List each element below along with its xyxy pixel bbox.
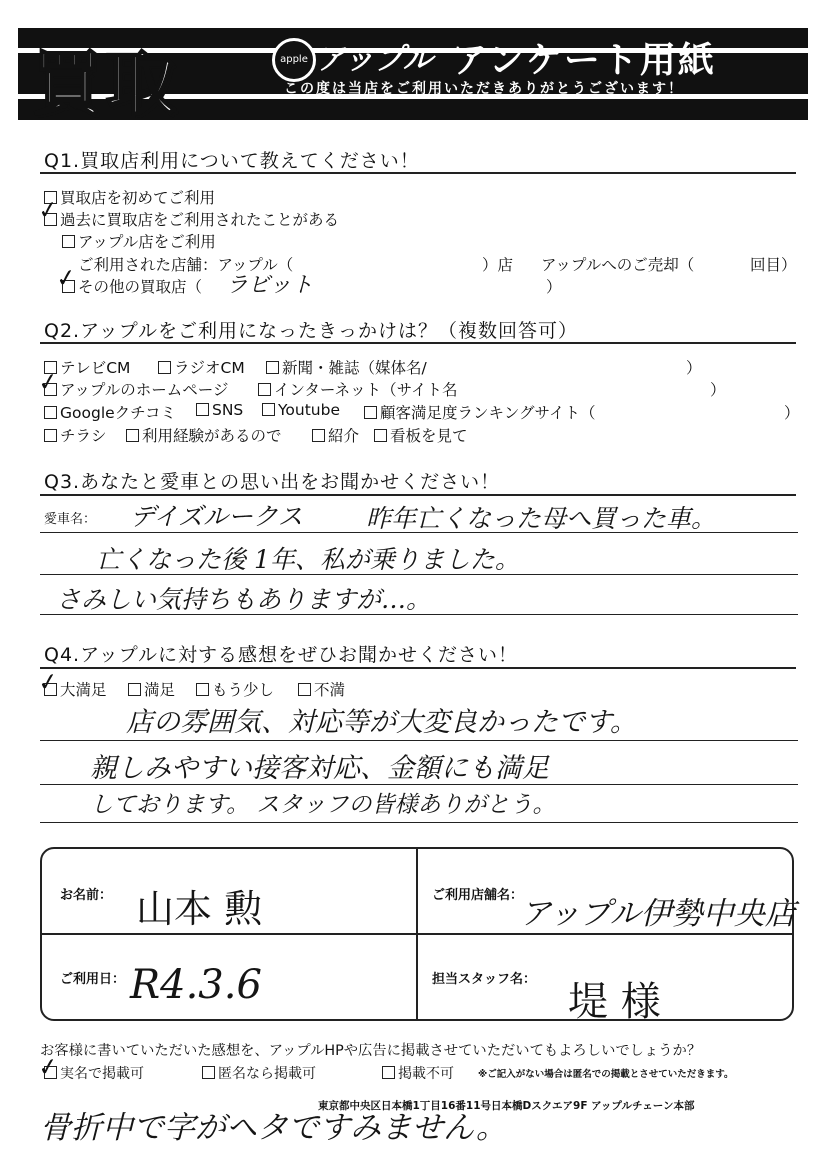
checkbox[interactable] <box>196 403 209 416</box>
checkbox[interactable] <box>364 406 377 419</box>
checkmark-icon: ✓ <box>36 194 60 226</box>
q2-option-tvcm[interactable]: テレビCM <box>44 356 130 378</box>
q2-option-experience[interactable]: 利用経験があるので <box>126 424 282 446</box>
consent-option-real-name[interactable]: 実名で掲載可 <box>44 1063 144 1083</box>
consent-option-no[interactable]: 掲載不可 <box>382 1063 454 1083</box>
q4-heading: Q4.アップルに対する感想をぜひお聞かせください！ <box>44 644 518 666</box>
consent-question: お客様に書いていただいた感想を、アップルHPや広告に掲載させていただいてもよろしいでしょうか？ <box>40 1043 702 1059</box>
q2-option-referral[interactable]: 紹介 <box>312 424 359 446</box>
q4-option-very-satisfied[interactable]: 大満足 <box>44 678 107 700</box>
checkmark-icon: ✓ <box>36 666 60 698</box>
q4-feedback-line-3: しております。 スタッフの皆様ありがとう。 <box>90 792 556 818</box>
consent-note: ※ご記入がない場合は匿名での掲載とさせていただきます。 <box>478 1069 734 1080</box>
q1-sell-count-suffix: 回目） <box>750 256 797 274</box>
q2-option-google[interactable]: Googleクチコミ <box>44 401 176 423</box>
q1-other-store-handwriting: ラビット <box>226 273 314 298</box>
q3-car-label: 愛車名： <box>44 512 97 527</box>
q2-option-news[interactable]: 新聞・雑誌（媒体名/ <box>266 356 427 378</box>
q1-underline <box>40 172 796 174</box>
checkbox[interactable] <box>196 683 209 696</box>
box-divider-vertical <box>416 849 418 1019</box>
q1-heading: Q1.買取店利用について教えてください！ <box>44 150 420 172</box>
customer-name: 山本 勲 <box>136 887 263 931</box>
q2-option-youtube[interactable]: Youtube <box>262 401 340 419</box>
q4-underline <box>40 667 796 669</box>
q3-car-name: デイズルークス <box>130 502 303 531</box>
q2-underline <box>40 342 796 344</box>
staff-label: 担当スタッフ名： <box>432 972 537 987</box>
checkbox[interactable] <box>128 683 141 696</box>
writing-line <box>40 740 798 741</box>
q1-other-close: ） <box>546 278 562 296</box>
name-label: お名前： <box>60 888 113 903</box>
checkbox[interactable] <box>382 1066 395 1079</box>
header-main-title: 買取 <box>32 43 180 125</box>
q2-internet-close: ） <box>710 381 726 399</box>
store-name: アップル伊勢中央店 <box>520 896 796 932</box>
q4-option-little[interactable]: もう少し <box>196 678 274 700</box>
q3-memory-line-3: さみしい気持ちもありますが…。 <box>56 585 432 614</box>
greeting-text: この度は当店をご利用いただきありがとうございます！ <box>284 81 684 97</box>
checkmark-icon: ✓ <box>54 262 78 294</box>
handwritten-note: 骨折中で字がヘタですみません。 <box>40 1110 507 1146</box>
q2-option-ranking[interactable]: 顧客満足度ランキングサイト（ <box>364 401 595 423</box>
q1-store-suffix: ）店 <box>482 256 514 274</box>
company-address: 東京都中央区日本橋1丁目16番11号日本橋Dスクエア9F アップルチェーン本部 <box>318 1100 695 1112</box>
checkbox[interactable] <box>126 429 139 442</box>
staff-name: 堤 様 <box>568 979 661 1025</box>
q1-option-apple[interactable]: アップル店をご利用 <box>62 230 216 252</box>
writing-line <box>40 574 798 575</box>
checkbox[interactable] <box>258 383 271 396</box>
checkbox[interactable] <box>202 1066 215 1079</box>
q1-option-first[interactable]: 買取店を初めてご利用 <box>44 186 215 208</box>
q3-heading: Q3.あなたと愛車との思い出をお聞かせください！ <box>44 471 501 493</box>
q1-store-used: ご利用された店舗：アップル（ <box>78 256 294 274</box>
q3-memory-line-1: 昨年亡くなった母へ買った車。 <box>366 504 717 533</box>
q2-option-sign[interactable]: 看板を見て <box>374 424 468 446</box>
writing-line <box>40 784 798 785</box>
q2-ranking-close: ） <box>784 404 800 422</box>
checkbox[interactable] <box>62 235 75 248</box>
q3-underline <box>40 494 796 496</box>
checkmark-icon: ✓ <box>36 366 60 398</box>
consent-option-anonymous[interactable]: 匿名なら掲載可 <box>202 1063 316 1083</box>
store-label: ご利用店舗名： <box>432 888 524 903</box>
q1-sell-count-label: アップルへのご売却（ <box>541 256 695 274</box>
checkbox[interactable] <box>44 406 57 419</box>
q4-option-satisfied[interactable]: 満足 <box>128 678 175 700</box>
form-title: アンケート用紙 <box>452 40 716 81</box>
brand-name: アップル <box>316 42 433 77</box>
q2-heading: Q2.アップルをご利用になったきっかけは？（複数回答可） <box>44 320 578 342</box>
checkbox[interactable] <box>158 361 171 374</box>
checkbox[interactable] <box>262 403 275 416</box>
q1-option-past[interactable]: 過去に買取店をご利用されたことがある <box>44 208 339 230</box>
q2-option-sns[interactable]: SNS <box>196 401 243 419</box>
checkbox[interactable] <box>266 361 279 374</box>
checkbox[interactable] <box>312 429 325 442</box>
q2-option-homepage[interactable]: アップルのホームページ <box>44 378 229 400</box>
date-label: ご利用日： <box>60 972 126 987</box>
visit-date: R4.3.6 <box>130 962 262 1008</box>
checkmark-icon: ✓ <box>36 1051 60 1083</box>
q2-option-flyer[interactable]: チラシ <box>44 424 107 446</box>
q3-memory-line-2: 亡くなった後 1年、私が乗りました。 <box>96 545 520 574</box>
apple-logo-icon: apple <box>272 38 316 82</box>
q4-feedback-line-2: 親しみやすい接客対応、金額にも満足 <box>90 753 549 784</box>
q2-option-radio[interactable]: ラジオCM <box>158 356 245 378</box>
writing-line <box>40 532 798 533</box>
checkbox[interactable] <box>374 429 387 442</box>
q4-option-unsatisfied[interactable]: 不満 <box>298 678 345 700</box>
q4-feedback-line-1: 店の雰囲気、対応等が大変良かったです。 <box>126 707 637 738</box>
checkbox[interactable] <box>44 429 57 442</box>
checkbox[interactable] <box>298 683 311 696</box>
q2-option-internet[interactable]: インターネット（サイト名 <box>258 378 458 400</box>
q2-news-close: ） <box>686 359 702 377</box>
writing-line <box>40 614 798 615</box>
q1-option-other[interactable]: その他の買取店（ <box>62 275 202 297</box>
writing-line <box>40 822 798 823</box>
